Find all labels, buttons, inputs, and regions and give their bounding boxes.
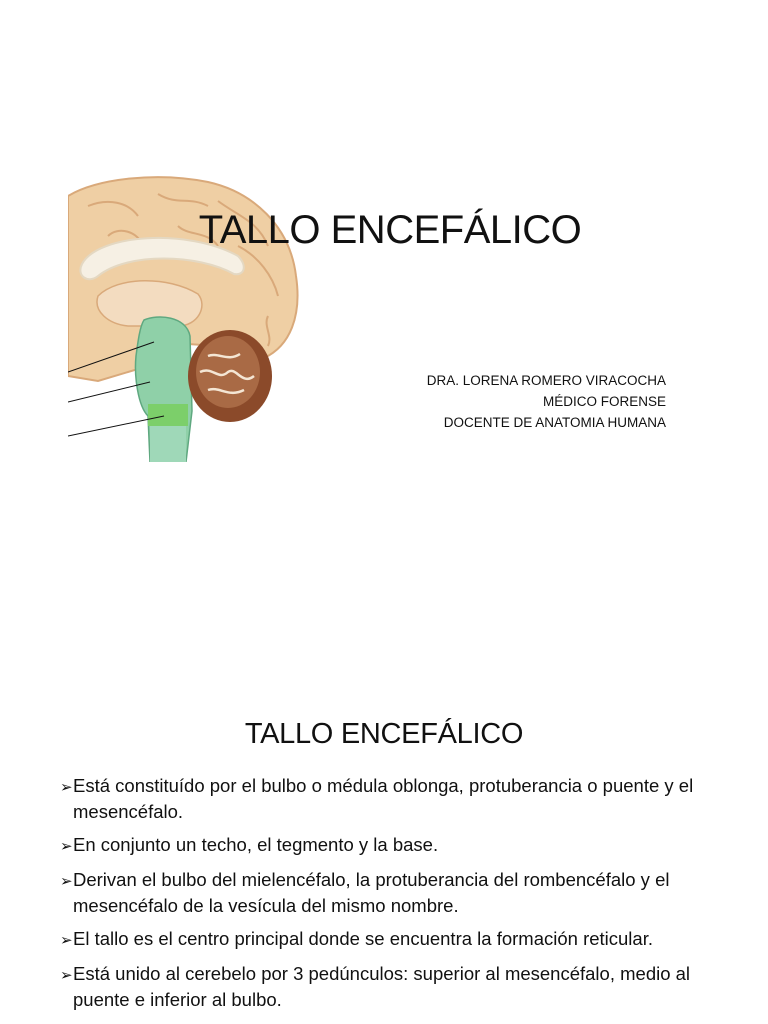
bullet-list xyxy=(60,774,750,1021)
content-slide-title: TALLO ENCEFÁLICO xyxy=(244,718,524,750)
bullet-text: Está unido al cerebelo por 3 pedúnculos: superior al mesencéfalo, medio al puente e inferior al bulbo. xyxy=(73,963,691,1010)
bullet-item xyxy=(60,833,750,859)
bullet-item xyxy=(60,927,750,953)
bullet-text: En conjunto un techo, el tegmento y la base. xyxy=(73,834,439,855)
arrow-bullet-icon: ➢ xyxy=(60,873,73,890)
content-slide xyxy=(0,690,768,1024)
slide-title: TALLO ENCEFÁLICO xyxy=(198,208,582,252)
author-name: DRA. LORENA ROMERO VIRACOCHA xyxy=(426,373,666,388)
author-block xyxy=(427,370,666,433)
bullet-item xyxy=(60,868,750,918)
arrow-bullet-icon: ➢ xyxy=(60,932,73,949)
arrow-bullet-icon: ➢ xyxy=(60,838,73,855)
bullet-item xyxy=(60,774,750,824)
bullet-text: El tallo es el centro principal donde se encuentra la formación reticular. xyxy=(73,928,653,949)
bullet-text: Derivan el bulbo del mielencéfalo, la protuberancia del rombencéfalo y el mesencéfalo de la vesícula del mismo nombre. xyxy=(73,869,670,916)
author-role: MÉDICO FORENSE xyxy=(542,394,666,409)
arrow-bullet-icon: ➢ xyxy=(60,967,73,984)
arrow-bullet-icon: ➢ xyxy=(60,779,73,796)
bullet-text: Está constituído por el bulbo o médula oblonga, protuberancia o puente y el mesencéfalo. xyxy=(73,775,694,822)
bullet-item xyxy=(60,962,750,1012)
author-position: DOCENTE DE ANATOMIA HUMANA xyxy=(443,415,666,430)
